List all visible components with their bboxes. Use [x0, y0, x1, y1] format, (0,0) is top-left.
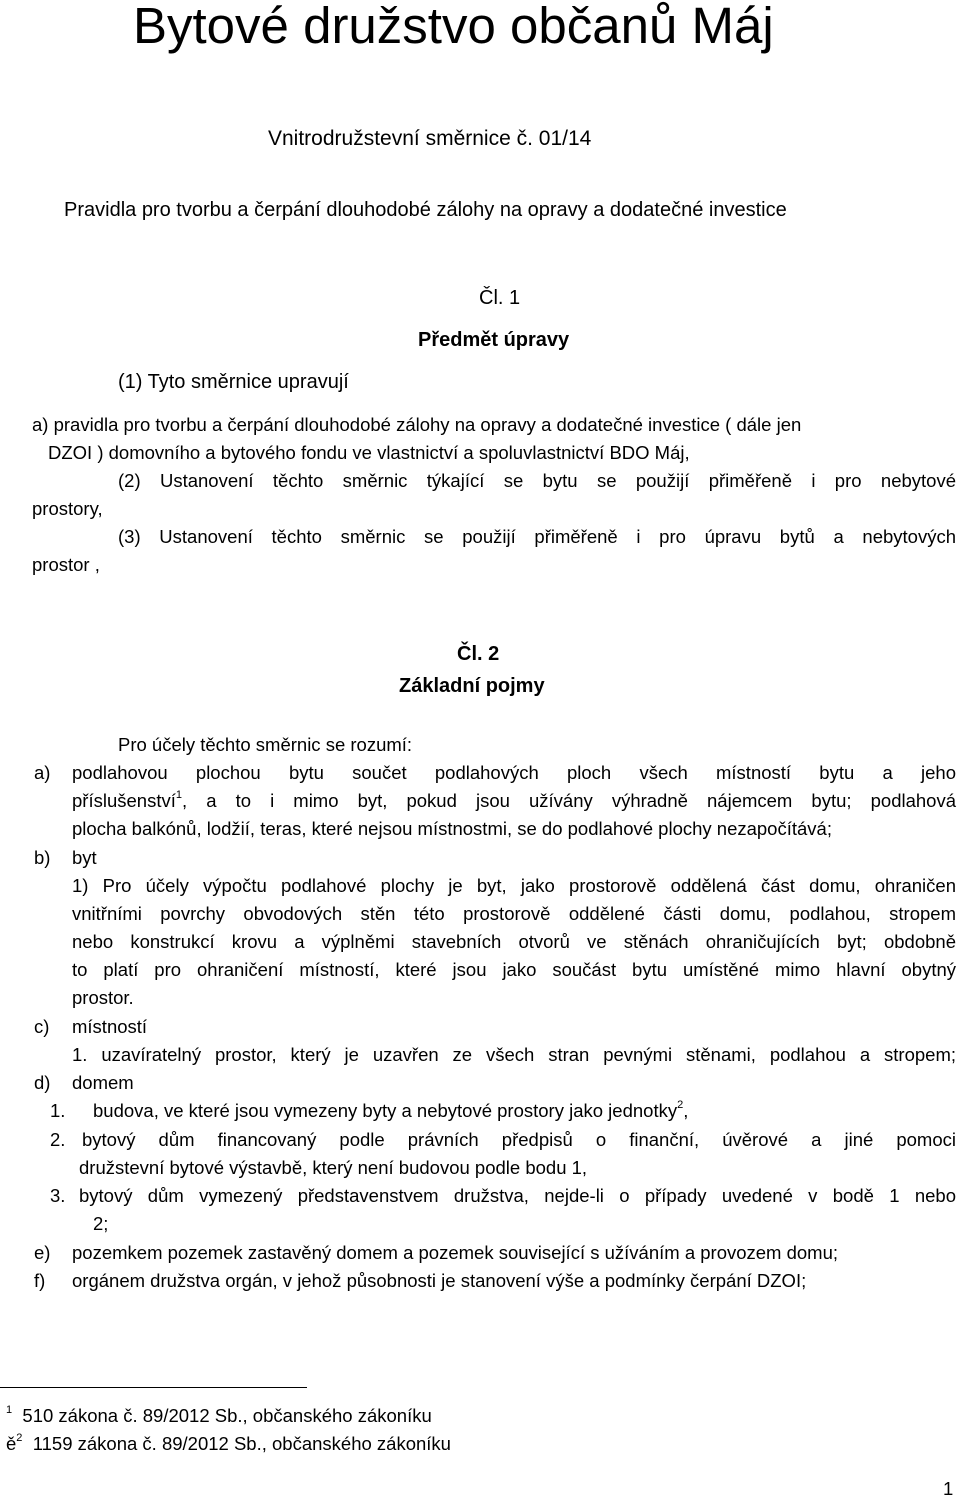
article-1-paragraph-2-line-1: (2) Ustanovení těchto směrnic týkající se bytu se použijí přiměřeně i pro nebytové: [118, 470, 956, 491]
article-1-heading: Čl. 1: [479, 287, 521, 309]
article-2-title: Základní pojmy: [399, 675, 545, 697]
item-d1-text: budova, ve které jsou vymezeny byty a nebytové prostory jako jednotky$^2$,: [93, 1098, 689, 1121]
article-1-paragraph-2-line-2: prostory,: [32, 498, 103, 519]
footnote-1: $^1$ 510 zákona č. 89/2012 Sb., občanského zákoníku: [6, 1403, 432, 1426]
item-b-heading: byt: [72, 847, 97, 868]
article-1-paragraph-1: (1) Tyto směrnice upravují: [118, 371, 349, 393]
document-title: Bytové družstvo občanů Máj: [133, 0, 774, 54]
item-f-text: orgánem družstva orgán, v jehož působnosti je stanovení výše a podmínky čerpání DZOI;: [72, 1270, 807, 1291]
item-e-label: e): [34, 1242, 51, 1263]
item-d2-line-1: bytový dům financovaný podle právních předpisů o finanční, úvěrové a jiné pomoci: [82, 1129, 956, 1150]
item-b-line-1: 1) Pro účely výpočtu podlahové plochy je byt, jako prostorově oddělená část domu, ohraničen: [72, 875, 956, 896]
item-a-label: a): [34, 762, 51, 783]
footnote-separator: [0, 1387, 307, 1388]
footnote-2: $ě^2$ 1159 zákona č. 89/2012 Sb., občanského zákoníku: [6, 1431, 451, 1454]
item-e-text: pozemkem pozemek zastavěný domem a pozemek související s užíváním a provozem domu;: [72, 1242, 839, 1263]
article-1-paragraph-3-line-2: prostor ,: [32, 554, 100, 575]
item-d3-line-2: 2;: [93, 1213, 109, 1234]
item-d3-number: 3.: [50, 1185, 66, 1206]
article-2-intro: Pro účely těchto směrnic se rozumí:: [118, 734, 413, 755]
article-1-item-a-line-1: a) pravidla pro tvorbu a čerpání dlouhodobé zálohy na opravy a dodatečné investice ( dále jen: [32, 414, 802, 435]
article-1-paragraph-3-line-1: (3) Ustanovení těchto směrnic se použijí přiměřeně i pro úpravu bytů a nebytových: [118, 526, 956, 547]
item-a-line-3: plocha balkónů, lodžií, teras, které nejsou místnostmi, se do podlahové plochy nezapočítává;: [72, 818, 832, 839]
article-1-title: Předmět úpravy: [418, 329, 570, 351]
item-c-label: c): [34, 1016, 50, 1037]
item-b-label: b): [34, 847, 51, 868]
item-c-line-1: 1. uzavíratelný prostor, který je uzavřen ze všech stran pevnými stěnami, podlahou a stropem;: [72, 1044, 956, 1065]
item-d3-line-1: bytový dům vymezený představenstvem družstva, nejde-li o případy uvedené v bodě 1 nebo: [79, 1185, 956, 1206]
item-b-line-5: prostor.: [72, 987, 134, 1008]
item-c-heading: místností: [72, 1016, 148, 1037]
item-d1-number: 1.: [50, 1100, 66, 1121]
article-2-heading: Čl. 2: [457, 643, 500, 665]
item-d-heading: domem: [72, 1072, 134, 1093]
page-number: 1: [943, 1478, 954, 1499]
item-a-line-2: příslušenství$^1$, a to i mimo byt, pokud jsou užívány výhradně nájemcem bytu; podlahová: [72, 788, 956, 811]
item-f-label: f): [34, 1270, 46, 1291]
item-d-label: d): [34, 1072, 51, 1093]
item-b-line-2: vnitřními povrchy obvodových stěn této prostorově oddělené části domu, podlahou, stropem: [72, 903, 956, 924]
item-d2-line-2: družstevní bytové výstavbě, který není budovou podle bodu 1,: [79, 1157, 588, 1178]
article-1-item-a-line-2: DZOI ) domovního a bytového fondu ve vlastnictví a spoluvlastnictví BDO Máj,: [48, 442, 690, 463]
item-b-line-4: to platí pro ohraničení místností, které jsou jako součást bytu umístěné mimo hlavní obytný: [72, 959, 956, 980]
item-b-line-3: nebo konstrukcí krovu a výplněmi stavebních otvorů ve stěnách ohraničujících byt; obdobně: [72, 931, 956, 952]
directive-subtitle: Pravidla pro tvorbu a čerpání dlouhodobé zálohy na opravy a dodatečné investice: [64, 199, 787, 221]
directive-number: Vnitrodružstevní směrnice č. 01/14: [268, 127, 592, 150]
item-d2-number: 2.: [50, 1129, 66, 1150]
item-a-line-1: podlahovou plochou bytu součet podlahových ploch všech místností bytu a jeho: [72, 762, 956, 783]
